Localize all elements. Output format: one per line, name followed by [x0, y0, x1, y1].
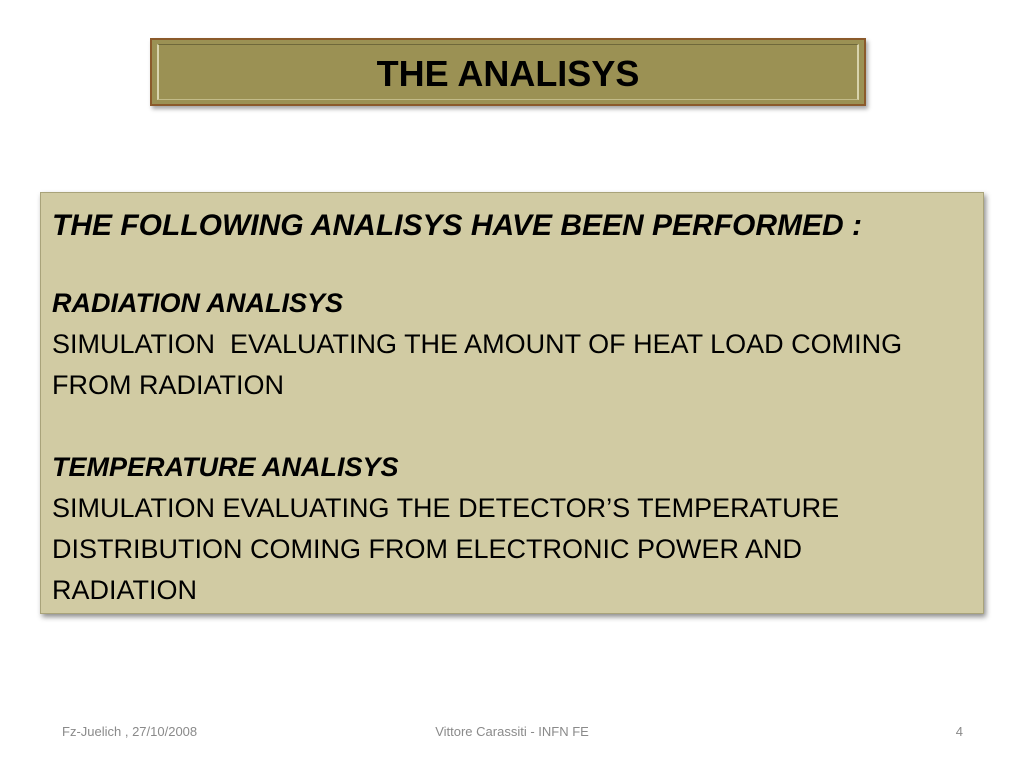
- spacer: [52, 406, 973, 447]
- section-title-temperature: TEMPERATURE ANALISYS: [52, 452, 399, 482]
- content-heading: THE FOLLOWING ANALISYS HAVE BEEN PERFORMED :: [52, 209, 863, 242]
- section-line: SIMULATION EVALUATING THE AMOUNT OF HEAT LOAD COMING: [52, 329, 903, 359]
- section-title-radiation: RADIATION ANALISYS: [52, 288, 344, 318]
- footer-page-number: 4: [955, 724, 963, 739]
- section-line: SIMULATION EVALUATING THE DETECTOR’S TEMPERATURE: [52, 493, 840, 523]
- footer-date: Fz-Juelich , 27/10/2008: [62, 724, 198, 739]
- footer-author: Vittore Carassiti - INFN FE: [435, 724, 589, 739]
- section-line: RADIATION: [52, 575, 198, 605]
- slide-title-frame: [157, 44, 859, 100]
- slide-title-box: [150, 38, 866, 106]
- slide-title: THE ANALISYS: [376, 53, 640, 94]
- spacer: [52, 247, 973, 283]
- content-panel: [40, 192, 984, 614]
- section-line: FROM RADIATION: [52, 370, 284, 400]
- section-line: DISTRIBUTION COMING FROM ELECTRONIC POWER AND: [52, 534, 803, 564]
